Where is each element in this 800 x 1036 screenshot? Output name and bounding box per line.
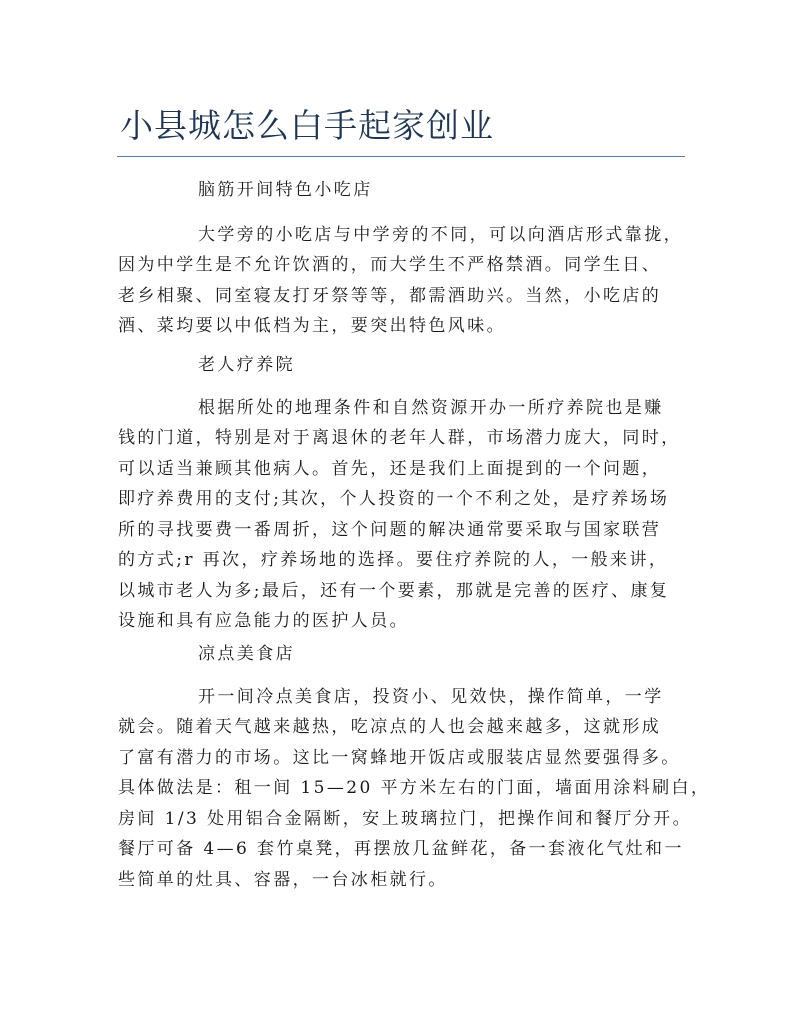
section-nursing-home (118, 350, 698, 637)
paragraph-line: 因为中学生是不允许饮酒的，而大学生不严格禁酒。同学生日、 (118, 255, 662, 275)
paragraph-line: 酒、菜均要以中低档为主，要突出特色风味。 (118, 316, 506, 336)
paragraph-line: 大学旁的小吃店与中学旁的不同，可以向酒店形式靠拢， (198, 224, 683, 245)
paragraph-line: 餐厅可备 4—6 套竹桌凳，再摆放几盆鲜花，备一套液化气灶和一 (118, 839, 684, 859)
title-divider (117, 156, 685, 157)
paragraph-line: 些简单的灶具、容器，一台冰柜就行。 (118, 869, 448, 890)
paragraph-line: 以城市老人为多;最后，还有一个要素，那就是完善的医疗、康复 (118, 580, 670, 601)
paragraph-line: 即疗养费用的支付;其次，个人投资的一个不利之处，是疗养场场 (118, 489, 670, 509)
paragraph-line: 开一间冷点美食店，投资小、见效快，操作简单，一学 (198, 686, 664, 707)
section-snack-shop (118, 175, 698, 342)
paragraph-line: 老乡相聚、同室寝友打牙祭等等，都需酒助兴。当然，小吃店的 (118, 285, 662, 306)
paragraph-line: 设施和具有应急能力的医护人员。 (118, 611, 409, 631)
paragraph-line: 就会。随着天气越来越热，吃凉点的人也会越来越多，这就形成 (118, 717, 662, 737)
document-title: 小县城怎么白手起家创业 (120, 106, 494, 145)
paragraph-line: 钱的门道，特别是对于离退休的老年人群，市场潜力庞大，同时， (118, 428, 681, 448)
paragraph-line: 的方式;r 再次，疗养场地的选择。要住疗养院的人，一般来讲， (118, 550, 669, 570)
section-heading: 老人疗养院 (198, 355, 295, 375)
paragraph-line: 可以适当兼顾其他病人。首先，还是我们上面提到的一个问题， (118, 458, 662, 479)
section-heading: 脑筋开间特色小吃店 (198, 180, 373, 200)
paragraph-line: 房间 1/3 处用铝合金隔断，安上玻璃拉门，把操作间和餐厅分开。 (118, 808, 692, 829)
paragraph-line: 所的寻找要费一番周折，这个问题的解决通常要采取与国家联营 (118, 519, 662, 540)
paragraph-line: 根据所处的地理条件和自然资源开办一所疗养院也是赚 (198, 397, 664, 418)
paragraph-line: 了富有潜力的市场。这比一窝蜂地开饭店或服装店显然要强得多。 (118, 747, 681, 768)
section-cold-food-shop (118, 639, 711, 895)
section-heading: 凉点美食店 (198, 644, 295, 664)
paragraph-line: 具体做法是：租一间 15—20 平方米左右的门面，墙面用涂料刷白， (118, 778, 711, 798)
